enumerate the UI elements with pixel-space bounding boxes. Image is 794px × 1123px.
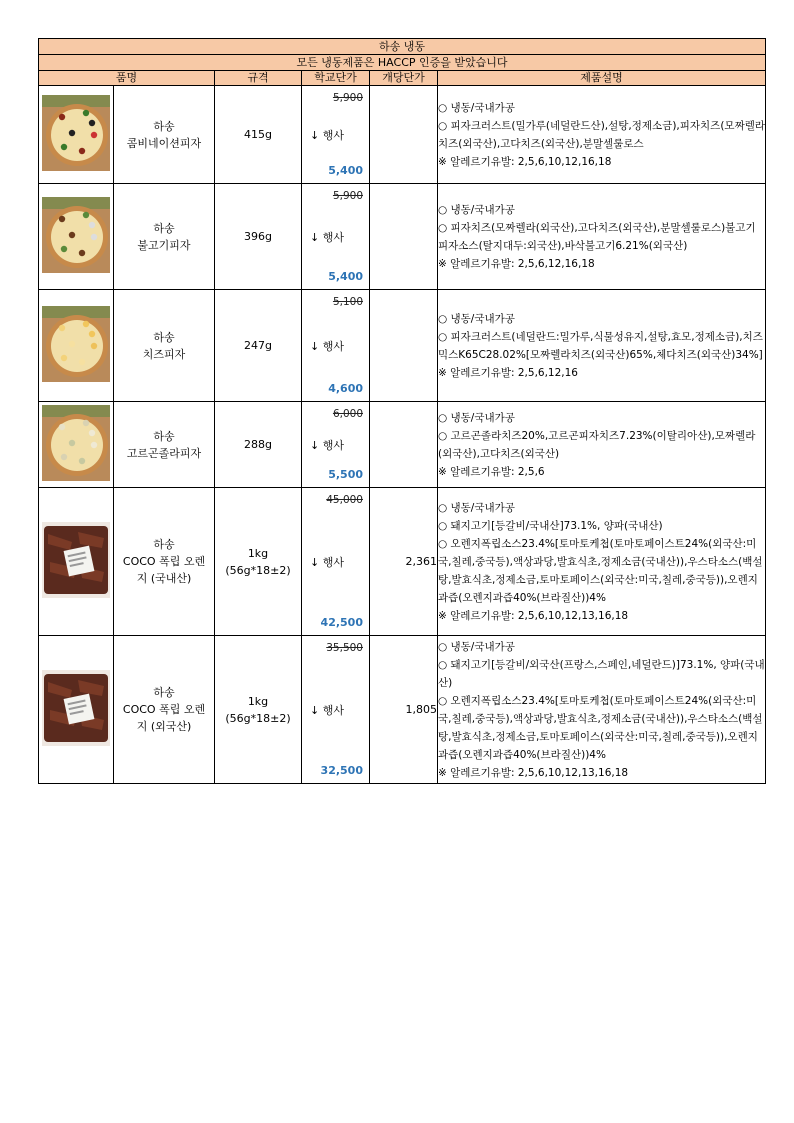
original-price: 5,900 [332, 190, 363, 202]
description-line: ○ 피자크러스트(밀가루(네덜란드산),설탕,정제소금),피자치즈(모짜렐라치즈(외국산),고다치즈(외국산),분말셀룰로스 [438, 119, 765, 150]
product-image-cell [39, 488, 114, 636]
table-row [39, 402, 766, 488]
description-line: ○ 냉동/국내가공 [438, 501, 515, 514]
sale-price: 5,400 [328, 270, 363, 283]
spec-line: 247g [244, 339, 272, 352]
table-row [39, 636, 766, 784]
sale-price: 32,500 [320, 764, 363, 777]
description-line: ※ 알레르기유발: 2,5,6,10,12,13,16,18 [438, 609, 629, 622]
pizza-combination-icon [42, 95, 110, 175]
product-name-line: 지 (외국산) [136, 720, 192, 733]
product-name-line: COCO 폭립 오렌 [122, 555, 206, 568]
description-line: ○ 냉동/국내가공 [438, 640, 515, 653]
table-row [39, 86, 766, 184]
spec-line: 288g [244, 438, 272, 451]
pizza-cheese-icon [42, 306, 110, 386]
event-label: ↓ 행사 [310, 340, 344, 353]
product-image-cell [39, 290, 114, 402]
unit-price: 1,805 [370, 636, 438, 784]
product-name-line: 하송 [153, 538, 175, 551]
spec-line: (56g*18±2) [225, 711, 291, 725]
product-name-line: COCO 폭립 오렌 [122, 703, 206, 716]
original-price: 5,900 [332, 92, 363, 104]
spec-line: 415g [244, 128, 272, 141]
description-line: ○ 오렌지폭립소스23.4%[토마토케첩(토마토페이스트24%(외국산:미국,칠레,중국등),액상과당,발효식초,정제소금(국내산)),우스타소스(백설탕,발효식초,정제소금,토마토페이스(외국산:미국,칠레,중국등)),오렌지과즙(오렌지과즙40%(브라질산))4% [438, 694, 763, 761]
product-name [114, 402, 215, 488]
product-name-line: 하송 [153, 221, 175, 235]
product-name-line: 하송 [153, 330, 175, 344]
spec-line: 1kg [247, 546, 269, 560]
original-price: 35,500 [326, 642, 363, 654]
original-price: 6,000 [332, 408, 363, 420]
sale-price: 4,600 [328, 382, 363, 395]
table-row [39, 184, 766, 290]
event-label: ↓ 행사 [310, 704, 344, 717]
product-name-line: 하송 [153, 119, 175, 133]
product-name-line: 콤비네이션피자 [126, 136, 202, 150]
table-row [39, 290, 766, 402]
school-price-cell [302, 636, 370, 784]
event-label: ↓ 행사 [310, 556, 344, 569]
description-line: ○ 피자치즈(모짜렐라(외국산),고다치즈(외국산),분말셀룰로스)불고기피자소스(탈지대두:외국산),바삭불고기6.21%(외국산) [438, 221, 756, 252]
col-header-school-price: 학교단가 [302, 71, 370, 86]
description-line: ※ 알레르기유발: 2,5,6,10,12,16,18 [438, 155, 612, 168]
product-description [438, 290, 766, 402]
product-table [38, 38, 766, 784]
description-line: ○ 피자크러스트(네덜란드:밀가루,식물성유지,설탕,효모,정제소금),치즈믹스K65C28.02%[모짜렐라치즈(외국산)65%,체다치즈(외국산)34%] [438, 330, 763, 361]
product-name [114, 290, 215, 402]
school-price-cell [302, 86, 370, 184]
product-image-cell [39, 86, 114, 184]
product-description [438, 184, 766, 290]
sheet-title: 하송 냉동 [39, 39, 766, 55]
product-image-cell [39, 636, 114, 784]
school-price-cell [302, 290, 370, 402]
product-name [114, 86, 215, 184]
product-image-cell [39, 402, 114, 488]
spec-line: 396g [244, 230, 272, 243]
unit-price [370, 402, 438, 488]
product-spec [215, 402, 302, 488]
school-price-cell [302, 402, 370, 488]
unit-price [370, 86, 438, 184]
description-line: ○ 돼지고기[등갈비/국내산]73.1%, 양파(국내산) [438, 519, 663, 532]
product-spec [215, 86, 302, 184]
product-name [114, 636, 215, 784]
product-image-cell [39, 184, 114, 290]
col-header-unit-price: 개당단가 [370, 71, 438, 86]
haccp-notice: 모든 냉동제품은 HACCP 인증을 받았습니다 [39, 55, 766, 71]
description-line: ○ 냉동/국내가공 [438, 101, 515, 114]
unit-price [370, 290, 438, 402]
description-line: ○ 고르곤졸라치즈20%,고르곤피자치즈7.23%(이탈리아산),모짜렐라(외국산),고다치즈(외국산) [438, 429, 756, 460]
ribs-package-icon [42, 670, 110, 750]
sale-price: 5,400 [328, 164, 363, 177]
product-name-line: 하송 [153, 686, 175, 699]
col-header-description: 제품설명 [438, 71, 766, 86]
pizza-gorgonzola-icon [42, 405, 110, 485]
description-line: ※ 알레르기유발: 2,5,6,10,12,13,16,18 [438, 766, 629, 779]
product-description [438, 488, 766, 636]
original-price: 5,100 [332, 296, 363, 308]
description-line: ※ 알레르기유발: 2,5,6,12,16 [438, 366, 578, 379]
product-description [438, 86, 766, 184]
description-line: ※ 알레르기유발: 2,5,6 [438, 465, 545, 478]
sale-price: 42,500 [320, 616, 363, 629]
description-line: ○ 돼지고기[등갈비/외국산(프랑스,스페인,네덜란드)]73.1%, 양파(국내산) [438, 658, 765, 689]
product-spec [215, 184, 302, 290]
pizza-bulgogi-icon [42, 197, 110, 277]
event-label: ↓ 행사 [310, 439, 344, 452]
product-name [114, 488, 215, 636]
product-description [438, 402, 766, 488]
spec-line: (56g*18±2) [225, 563, 291, 577]
product-name-line: 불고기피자 [137, 238, 191, 252]
sale-price: 5,500 [328, 468, 363, 481]
product-description [438, 636, 766, 784]
description-line: ○ 냉동/국내가공 [438, 411, 515, 424]
product-name [114, 184, 215, 290]
product-name-line: 하송 [153, 429, 175, 443]
description-line: ※ 알레르기유발: 2,5,6,12,16,18 [438, 257, 595, 270]
product-name-line: 치즈피자 [142, 347, 186, 361]
description-line: ○ 오렌지폭립소스23.4%[토마토케첩(토마토페이스트24%(외국산:미국,칠레,중국등),액상과당,발효식초,정제소금(국내산)),우스타소스(백설탕,발효식초,정제소금,토마토페이스(외국산:미국,칠레,중국등)),오렌지과즙(오렌지과즙40%(브라질산))4% [438, 537, 763, 604]
col-header-name: 품명 [39, 71, 215, 86]
product-name-line: 고르곤졸라피자 [126, 446, 202, 460]
school-price-cell [302, 184, 370, 290]
product-spec [215, 488, 302, 636]
event-label: ↓ 행사 [310, 129, 344, 142]
table-row [39, 488, 766, 636]
ribs-package-icon [42, 522, 110, 602]
unit-price: 2,361 [370, 488, 438, 636]
description-line: ○ 냉동/국내가공 [438, 312, 515, 325]
product-spec [215, 636, 302, 784]
description-line: ○ 냉동/국내가공 [438, 203, 515, 216]
col-header-spec: 규격 [215, 71, 302, 86]
column-header-row [39, 71, 766, 86]
spec-line: 1kg [247, 694, 269, 708]
unit-price [370, 184, 438, 290]
original-price: 45,000 [326, 494, 363, 506]
product-spec [215, 290, 302, 402]
product-name-line: 지 (국내산) [136, 572, 192, 585]
school-price-cell [302, 488, 370, 636]
event-label: ↓ 행사 [310, 231, 344, 244]
